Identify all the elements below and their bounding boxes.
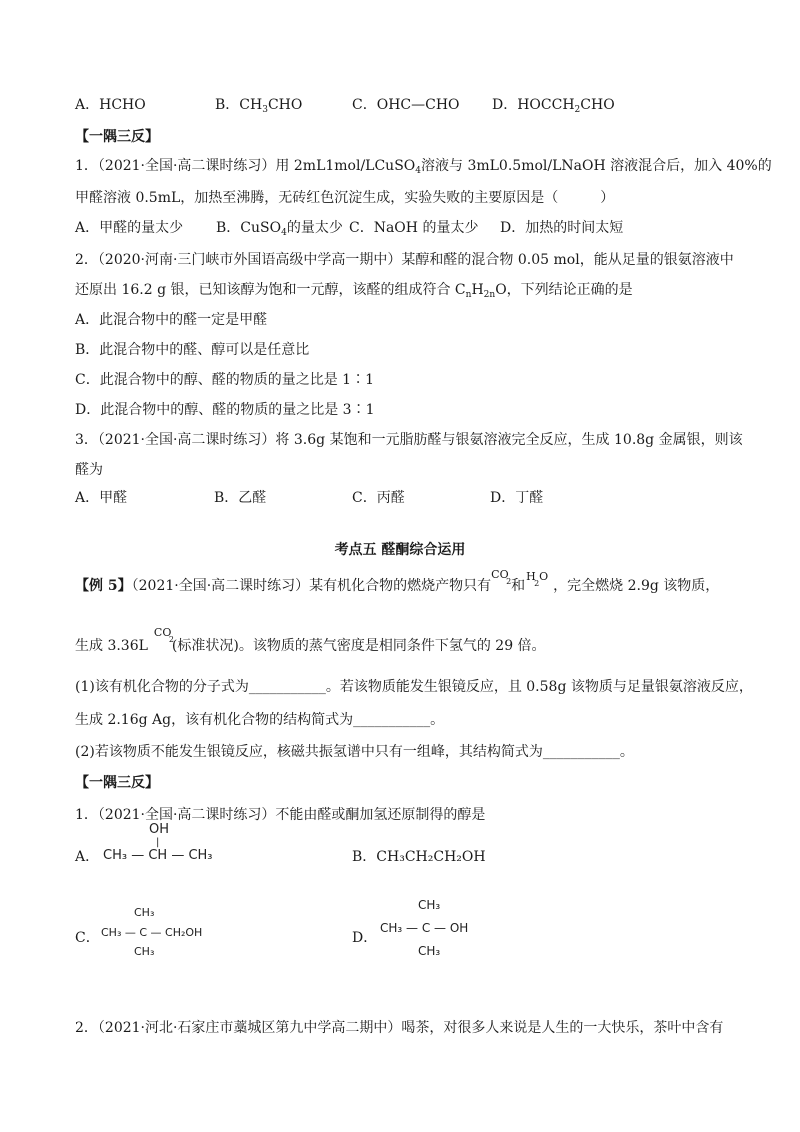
q3-line-1: 3．（2021·全国·高二课时练习）将 3.6g 某饱和一元脂肪醛与银氨溶液完全反应，生成 10.8g 金属银，则该 xyxy=(75,432,743,448)
q2-option-a: A．此混合物中的醛一定是甲醛 xyxy=(75,312,268,328)
q2-line-2: 还原出 16.2 g 银，已知该醇为饱和一元醇，该醛的组成符合 $C_nH_{2n}O$，下列结论正确的是 xyxy=(75,282,633,300)
q3-option-d: D．丁醛 xyxy=(490,490,544,506)
struct-a-bond: | xyxy=(156,837,160,848)
r1-structure-a xyxy=(103,822,233,872)
example-tag: 【例 5】 xyxy=(75,578,132,594)
r1-option-d-label: D． xyxy=(352,930,378,946)
q2-option-d: D．此混合物中的醇、醛的物质的量之比是 3∶1 xyxy=(75,402,375,418)
section-tag-1: 【一隅三反】 xyxy=(75,129,159,145)
section-tag-2: 【一隅三反】 xyxy=(75,775,159,791)
q1-option-c: C．NaOH 的量太少 xyxy=(349,220,479,236)
h2o-formula: H 2 O xyxy=(526,570,549,588)
co2-formula: CO 2 xyxy=(491,568,512,586)
example5-line-2: 生成 3.36L CO 2 (标准状况)。该物质的蒸气密度是相同条件下氢气的 29 倍。 xyxy=(75,626,546,654)
section-title: 考点五 醛酮综合运用 xyxy=(334,542,466,558)
q1-line-1: 1．（2021·全国·高二课时练习）用 2mL1mol/LCuSO$_4$溶液与 3mL0.5mol/LNaOH 溶液混合后，加入 40%的 xyxy=(75,158,772,176)
r1-stem: 1．（2021·全国·高二课时练习）不能由醛或酮加氢还原制得的醇是 xyxy=(75,807,486,823)
q0-option-b: B．$CH_3CHO$ xyxy=(215,97,303,115)
r2-line-1: 2．（2021·河北·石家庄市藁城区第九中学高二期中）喝茶，对很多人来说是人生的一大快乐，茶叶中含有 xyxy=(75,1020,724,1036)
struct-d-top: CH₃ xyxy=(418,898,441,912)
struct-c-top: CH₃ xyxy=(134,906,155,919)
r1-option-a-label: A． xyxy=(75,849,100,865)
r1-structure-d xyxy=(380,898,490,958)
q3-option-c: C．丙醛 xyxy=(352,490,405,506)
r1-structure-c xyxy=(101,906,231,960)
example5-part1-line-1: (1)该有机化合物的分子式为___________。若该物质能发生银镜反应，且 0.58g 该物质与足量银氨溶液反应， xyxy=(75,679,753,695)
co2-formula: CO 2 xyxy=(153,626,175,644)
q2-option-c: C．此混合物中的醇、醛的物质的量之比是 1∶1 xyxy=(75,372,374,388)
struct-a-main: CH₃ — CH — CH₃ xyxy=(103,848,213,863)
q0-option-a: A．HCHO xyxy=(75,97,146,113)
q1-option-b: B．CuSO$_4$的量太少 xyxy=(216,220,343,238)
q1-option-d: D．加热的时间太短 xyxy=(500,220,624,236)
q1-option-a: A．甲醛的量太少 xyxy=(75,220,184,236)
r1-option-c-label: C． xyxy=(75,930,100,946)
q2-line-1: 2．（2020·河南·三门峡市外国语高级中学高一期中）某醇和醛的混合物 0.05 mol，能从足量的银氨溶液中 xyxy=(75,252,734,268)
q0-option-c: C．OHC—CHO xyxy=(352,97,460,113)
struct-c-bottom: CH₃ xyxy=(134,945,155,958)
struct-d-bottom: CH₃ xyxy=(418,944,441,958)
q0-option-d: D．$HOCCH_2CHO$ xyxy=(492,97,615,115)
q2-option-b: B．此混合物中的醛、醇可以是任意比 xyxy=(75,342,310,358)
q3-line-2: 醛为 xyxy=(75,462,103,478)
q3-option-b: B．乙醛 xyxy=(214,490,267,506)
r1-option-b: B．CH₃CH₂CH₂OH xyxy=(352,849,486,865)
q3-option-a: A．甲醛 xyxy=(75,490,128,506)
q1-line-2: 甲醛溶液 0.5mL，加热至沸腾，无砖红色沉淀生成，实验失败的主要原因是（ ） xyxy=(75,190,615,206)
struct-a-top: OH xyxy=(149,822,170,837)
example5-part2: (2)若该物质不能发生银镜反应，核磁共振氢谱中只有一组峰，其结构简式为___________。 xyxy=(75,744,634,760)
struct-c-main: CH₃ — C — CH₂OH xyxy=(101,926,203,939)
struct-d-main: CH₃ — C — OH xyxy=(380,921,469,935)
example5-part1-line-2: 生成 2.16g Ag，该有机化合物的结构简式为___________。 xyxy=(75,712,445,728)
example5-line-1: 【例 5】（2021·全国·高二课时练习）某有机化合物的燃烧产物只有 CO 2 和 H 2 O ，完全燃烧 2.9g 该物质， xyxy=(75,568,720,594)
